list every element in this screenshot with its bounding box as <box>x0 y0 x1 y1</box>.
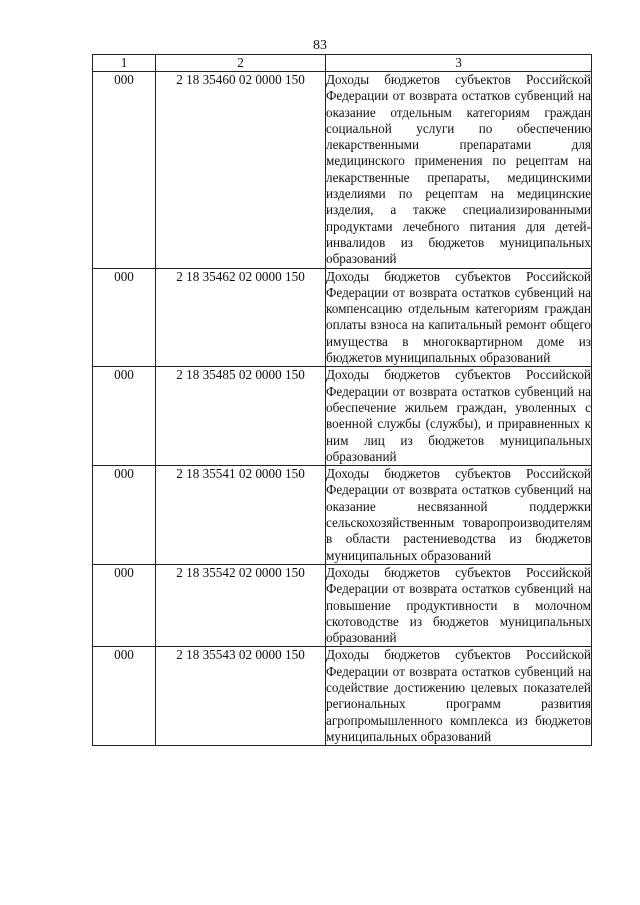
header-col-1: 1 <box>93 55 156 72</box>
table-row <box>93 647 592 746</box>
budget-code-cell: 2 18 35485 02 0000 150 <box>156 367 326 466</box>
header-col-2: 2 <box>156 55 326 72</box>
description-cell: Доходы бюджетов субъектов Российской Федерации от возврата остатков субвенций на содействие достижению целевых показателей региональных программ развития агропромышленного комплекса из бюджетов муниципальных образований <box>326 647 591 744</box>
budget-code-cell: 2 18 35460 02 0000 150 <box>156 72 326 269</box>
header-col-3: 3 <box>326 55 592 72</box>
budget-code-cell: 2 18 35542 02 0000 150 <box>156 564 326 646</box>
description-cell: Доходы бюджетов субъектов Российской Федерации от возврата остатков субвенций на компенсацию отдельным категориям граждан оплаты взноса на капитальный ремонт общего имущества в многоквартирном доме из бюджетов муниципальных образований <box>326 268 591 366</box>
description-cell: Доходы бюджетов субъектов Российской Федерации от возврата остатков субвенций на повышение продуктивности в молочном скотоводстве из бюджетов муниципальных образований <box>326 564 591 646</box>
table-row <box>93 268 592 367</box>
admin-code-cell: 000 <box>93 466 156 565</box>
description-cell: Доходы бюджетов субъектов Российской Федерации от возврата остатков субвенций на оказание отдельным категориям граждан социальной услуги по обеспечению лекарственными препаратами для медицинского применения по рецептам на лекарственные препараты, медицинскими изделиями по рецептам на медицинские изделия, а также специализированными продуктами лечебного питания для детей-инвалидов из бюджетов муниципальных образований <box>326 72 591 267</box>
budget-code-cell: 2 18 35541 02 0000 150 <box>156 466 326 565</box>
description-cell: Доходы бюджетов субъектов Российской Федерации от возврата остатков субвенций на оказание несвязанной поддержки сельскохозяйственным товаропроизводителям в области растениеводства из бюджетов муниципальных образований <box>326 466 591 563</box>
admin-code-cell: 000 <box>93 647 156 746</box>
budget-revenue-table <box>92 54 592 746</box>
admin-code-cell: 000 <box>93 268 156 367</box>
admin-code-cell: 000 <box>93 564 156 646</box>
table-header-row <box>93 55 592 72</box>
table-row <box>93 564 592 646</box>
admin-code-cell: 000 <box>93 367 156 466</box>
table-row <box>93 466 592 565</box>
admin-code-cell: 000 <box>93 72 156 269</box>
table-row <box>93 367 592 466</box>
description-cell: Доходы бюджетов субъектов Российской Федерации от возврата остатков субвенций на обеспечение жильем граждан, уволенных с военной службы (службы), и приравненных к ним лиц из бюджетов муниципальных образований <box>326 367 591 464</box>
table-row <box>93 72 592 269</box>
budget-code-cell: 2 18 35543 02 0000 150 <box>156 647 326 746</box>
budget-code-cell: 2 18 35462 02 0000 150 <box>156 268 326 367</box>
page-number: 83 <box>313 38 327 53</box>
